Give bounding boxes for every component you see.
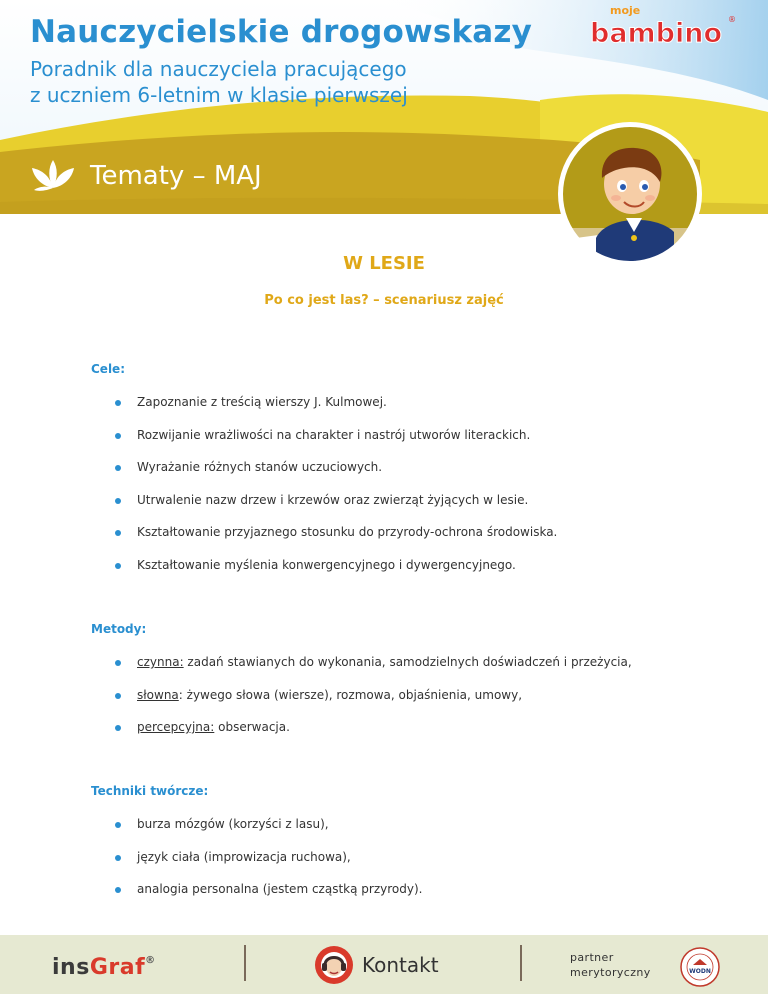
document-title: W LESIE xyxy=(343,253,425,274)
list-item: język ciała (improwizacja ruchowa), xyxy=(115,849,422,882)
partner-label xyxy=(570,950,651,980)
method-text: obserwacja. xyxy=(214,720,290,734)
leaf-icon xyxy=(28,158,78,194)
list-item: burza mózgów (korzyści z lasu), xyxy=(115,816,422,849)
subtitle-line-2: z uczniem 6-letnim w klasie pierwszej xyxy=(30,83,408,107)
footer-divider xyxy=(520,945,522,981)
kontakt-label: Kontakt xyxy=(362,953,439,977)
footer xyxy=(0,935,768,994)
list-item: Kształtowanie myślenia konwergencyjnego i dywergencyjnego. xyxy=(115,557,557,590)
method-term: czynna: xyxy=(137,655,184,669)
list-item: Zapoznanie z treścią wierszy J. Kulmowej. xyxy=(115,394,557,427)
partner-line-2: merytoryczny xyxy=(570,966,651,979)
list-item: analogia personalna (jestem cząstką przyrody). xyxy=(115,881,422,914)
list-item: Kształtowanie przyjaznego stosunku do przyrody-ochrona środowiska. xyxy=(115,524,557,557)
metody-list xyxy=(115,654,632,752)
method-text: : żywego słowa (wiersze), rozmowa, objaśnienia, umowy, xyxy=(178,687,523,702)
subtitle-line-1: Poradnik dla nauczyciela pracującego xyxy=(30,57,407,81)
techniki-heading: Techniki twórcze: xyxy=(91,784,209,798)
page-title: Nauczycielskie drogowskazy xyxy=(30,14,533,50)
section-title: Tematy – MAJ xyxy=(90,161,262,191)
logo-reg: ® xyxy=(728,15,736,24)
cele-heading: Cele: xyxy=(91,362,125,376)
list-item xyxy=(115,719,632,752)
footer-divider xyxy=(244,945,246,981)
section-bar xyxy=(28,158,262,194)
logo-big-text: bambino xyxy=(590,18,723,49)
insgraf-reg: ® xyxy=(145,955,156,966)
list-item xyxy=(115,687,632,720)
partner-line-1: partner xyxy=(570,951,614,964)
kontakt-icon xyxy=(314,945,354,985)
document-subtitle: Po co jest las? – scenariusz zajęć xyxy=(264,293,504,308)
insgraf-part-b: Graf xyxy=(89,955,146,980)
cele-list xyxy=(115,394,557,589)
metody-heading: Metody: xyxy=(91,622,147,636)
method-term: słowna xyxy=(137,687,179,702)
techniki-list xyxy=(115,816,422,914)
method-term: percepcyjna: xyxy=(137,720,215,734)
list-item xyxy=(115,654,632,687)
insgraf-logo[interactable] xyxy=(52,955,156,980)
wodn-badge[interactable] xyxy=(680,947,720,987)
logo-small-text: moje xyxy=(610,4,641,17)
list-item: Rozwijanie wrażliwości na charakter i nastrój utworów literackich. xyxy=(115,427,557,460)
page-subtitle xyxy=(30,56,408,108)
method-text: zadań stawianych do wykonania, samodzielnych doświadczeń i przeżycia, xyxy=(183,655,632,669)
child-avatar xyxy=(556,120,704,268)
brand-logo xyxy=(588,2,738,50)
list-item: Utrwalenie nazw drzew i krzewów oraz zwierząt żyjących w lesie. xyxy=(115,492,557,525)
insgraf-part-a: ins xyxy=(52,955,90,980)
kontakt-link[interactable] xyxy=(314,945,439,985)
list-item: Wyrażanie różnych stanów uczuciowych. xyxy=(115,459,557,492)
wodn-text: WODN xyxy=(689,968,711,975)
